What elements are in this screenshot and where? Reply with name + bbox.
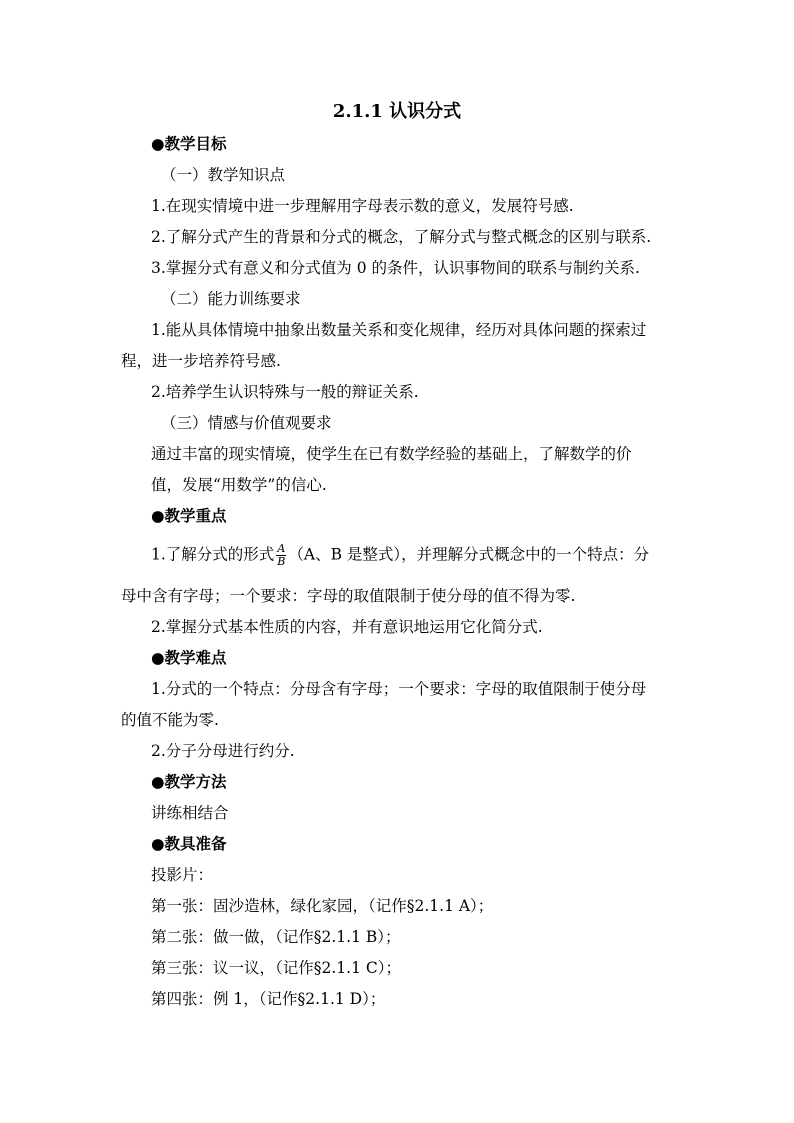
method-text: 讲练相结合 [151, 804, 229, 822]
method-heading: ●教学方法 [151, 772, 227, 791]
tools-slide-4: 第四张：例 1，（记作§2.1.1 D）； [151, 990, 386, 1008]
goals-e-line1: 通过丰富的现实情境，使学生在已有数学经验的基础上，了解数学的价 [151, 445, 632, 463]
difficulty-d1-line2: 的值不能为零. [121, 711, 219, 729]
key-p1-prefix: 1.了解分式的形式 [151, 545, 275, 564]
key-heading: ●教学重点 [151, 506, 227, 525]
goals-sub1: （一）教学知识点 [161, 166, 286, 184]
fraction-a-over-b [276, 543, 286, 568]
tools-intro: 投影片： [151, 866, 214, 884]
goals-k3: 3.掌握分式有意义和分式值为 0 的条件，认识事物间的联系与制约关系. [151, 259, 640, 277]
tools-slide-1: 第一张：固沙造林，绿化家园，（记作§2.1.1 A）； [151, 897, 494, 915]
goals-sub3: （三）情感与价值观要求 [161, 414, 332, 432]
page-title: 2.1.1 认识分式 [332, 101, 462, 122]
tools-slide-2: 第二张：做一做，（记作§2.1.1 B）； [151, 928, 401, 946]
goals-k1: 1.在现实情境中进一步理解用字母表示数的意义，发展符号感. [151, 197, 574, 215]
difficulty-d2: 2.分子分母进行约分. [151, 742, 295, 760]
goals-a1-line1: 1.能从具体情境中抽象出数量关系和变化规律，经历对具体问题的探索过 [151, 321, 647, 339]
goals-a2: 2.培养学生认识特殊与一般的辩证关系. [151, 383, 419, 401]
difficulty-heading: ●教学难点 [151, 648, 227, 667]
difficulty-d1-line1: 1.分式的一个特点：分母含有字母；一个要求：字母的取值限制于使分母 [151, 680, 647, 698]
goals-e-line2: 值，发展“用数学”的信心. [151, 476, 327, 494]
goals-k2: 2.了解分式产生的背景和分式的概念，了解分式与整式概念的区别与联系. [151, 228, 652, 246]
goals-sub2: （二）能力训练要求 [161, 290, 301, 308]
tools-slide-3: 第三张：议一议，（记作§2.1.1 C）； [151, 959, 401, 977]
key-p2: 2.掌握分式基本性质的内容，并有意识地运用它化简分式. [151, 618, 543, 636]
key-p1-line1 [151, 543, 649, 568]
fraction-denominator: B [277, 555, 286, 568]
fraction-numerator: A [277, 542, 286, 555]
goals-heading: ●教学目标 [151, 134, 227, 153]
tools-heading: ●教具准备 [151, 834, 227, 853]
key-p1-suffix: （A、B 是整式），并理解分式概念中的一个特点：分 [288, 545, 650, 564]
goals-a1-line2: 程，进一步培养符号感. [121, 352, 281, 370]
key-p1-line2: 母中含有字母；一个要求：字母的取值限制于使分母的值不得为零. [121, 587, 576, 605]
